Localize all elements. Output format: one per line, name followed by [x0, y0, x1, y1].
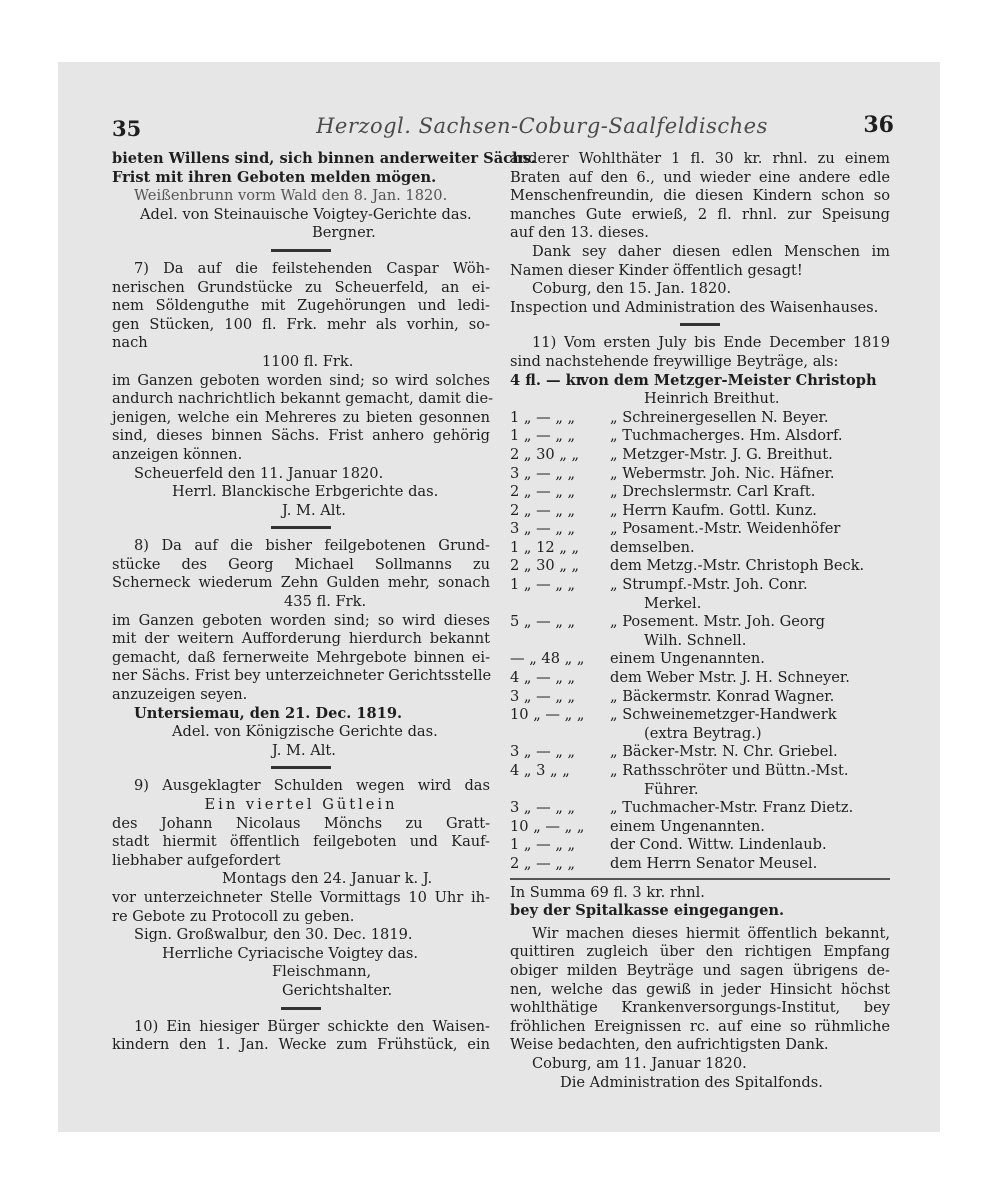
- donation-amount: 5 „ — „ „: [510, 613, 576, 631]
- text-line: auf den 13. dieses.: [510, 224, 649, 242]
- section-rule: [281, 1007, 321, 1010]
- auction-date: Montags den 24. Januar k. J.: [222, 870, 433, 888]
- donation-amount: 2 „ 30 „ „: [510, 445, 580, 463]
- donation-row: [510, 725, 890, 744]
- text-line: Wir machen dieses hiermit öffentlich bekannt,: [532, 924, 890, 942]
- donation-donor: „ Bäckermstr. Konrad Wagner.: [610, 687, 835, 705]
- place-date: Scheuerfeld den 11. Januar 1820.: [134, 464, 384, 482]
- donation-donor: Merkel.: [644, 594, 702, 612]
- donation-amount: — „ 48 „ „: [510, 650, 585, 668]
- sum-line: In Summa 69 fl. 3 kr. rhnl.: [510, 883, 705, 901]
- donation-donor: „ Posament.-Mstr. Weidenhöfer: [610, 520, 841, 538]
- text-line: sind nachstehende freywillige Beyträge, als:: [510, 352, 839, 370]
- court-name: Herrliche Cyriacische Voigtey das.: [162, 944, 418, 962]
- text-line: 10) Ein hiesiger Bürger schickte den Waisen-: [134, 1017, 490, 1035]
- notice-10: [112, 1018, 490, 1055]
- section-rule: [271, 249, 331, 252]
- donation-donor: „ Metzger-Mstr. J. G. Breithut.: [610, 445, 833, 463]
- signature-title: Gerichtshalter.: [282, 981, 393, 999]
- text-line: nen, welche das gewiß in jeder Hinsicht höchst: [510, 980, 890, 998]
- court-name: Adel. von Steinauische Voigtey-Gerichte das.: [140, 205, 472, 223]
- text-line: gen Stücken, 100 fl. Frk. mehr als vorhin, so-: [112, 315, 490, 333]
- text-line: stücke des Georg Michael Sollmanns zu: [112, 555, 490, 573]
- donation-row: [510, 539, 890, 558]
- donation-row: [510, 688, 890, 707]
- text-line: gemacht, daß fernerweite Mehrgebote binnen ei-: [112, 648, 490, 666]
- donation-row: [510, 465, 890, 484]
- text-line: fröhlichen Ereignissen rc. auf eine so rühmliche: [510, 1017, 890, 1035]
- place-date: Coburg, am 11. Januar 1820.: [532, 1054, 747, 1072]
- text-line: Menschenfreundin, die diesen Kindern schon so: [510, 187, 890, 205]
- text-line: Weise bedachten, den aufrichtigsten Dank.: [510, 1036, 829, 1054]
- donation-amount: 4 „ 3 „ „: [510, 762, 570, 779]
- sum-line: bey der Spitalkasse eingegangen.: [510, 902, 785, 920]
- text-line: mit der weitern Aufforderung hierdurch bekannt: [112, 630, 490, 648]
- donation-row: [510, 632, 890, 651]
- donation-donor: „ Herrn Kaufm. Gottl. Kunz.: [610, 501, 817, 519]
- donation-row: [510, 576, 890, 595]
- text-line: nach: [112, 334, 148, 352]
- text-line: re Gebote zu Protocoll zu geben.: [112, 907, 355, 925]
- donation-row: [510, 557, 890, 576]
- running-title: Herzogl. Sachsen-Coburg-Saalfeldisches: [316, 114, 768, 138]
- text-line: andurch nachrichtlich bekannt gemacht, damit die-: [112, 390, 494, 408]
- donation-donor: Wilh. Schnell.: [644, 631, 747, 649]
- donation-row: [510, 706, 890, 725]
- donation-donor: dem Herrn Senator Meusel.: [610, 854, 818, 872]
- text-line: 7) Da auf die feilstehenden Caspar Wöh-: [134, 259, 490, 277]
- donation-row: [510, 855, 890, 874]
- notice-11: [510, 334, 890, 1092]
- donation-amount: 3 „ — „ „: [510, 743, 576, 761]
- page-number-left: 35: [112, 116, 142, 141]
- donation-amount: 2 „ — „ „: [510, 854, 576, 872]
- place-date: Coburg, den 15. Jan. 1820.: [532, 280, 732, 298]
- left-column: [112, 150, 536, 1055]
- donation-donor: einem Ungenannten.: [610, 817, 765, 835]
- page-number-right: 36: [863, 112, 894, 138]
- donation-donor: „ Tuchmacher-Mstr. Franz Dietz.: [610, 799, 854, 817]
- donation-row: [510, 520, 890, 539]
- donation-row: [510, 483, 890, 502]
- text-line: kindern den 1. Jan. Wecke zum Frühstück, ein: [112, 1036, 490, 1054]
- signature: Inspection und Administration des Waisenhauses.: [510, 298, 879, 316]
- bid-amount: 1100 fl. Frk.: [262, 352, 354, 370]
- donation-donor: (extra Beytrag.): [644, 724, 762, 742]
- text-line: liebhaber aufgefordert: [112, 851, 281, 869]
- donation-amount: 4 fl. — kr.: [510, 371, 588, 389]
- donation-row: [510, 799, 890, 818]
- text-line: im Ganzen geboten worden sind; so wird dieses: [112, 611, 490, 629]
- donation-donor: „ Drechslermstr. Carl Kraft.: [610, 483, 816, 501]
- donation-amount: 1 „ 12 „ „: [510, 538, 580, 556]
- section-rule: [271, 526, 331, 529]
- donation-amount: 2 „ — „ „: [510, 483, 576, 501]
- text-line: 9) Ausgeklagter Schulden wegen wird das: [134, 777, 490, 795]
- text-line: manches Gute erwieß, 2 fl. rhnl. zur Speisung: [510, 205, 890, 223]
- text-line: im Ganzen geboten worden sind; so wird solches: [112, 371, 490, 389]
- text-line: Scherneck wiederum Zehn Gulden mehr, sonach: [112, 574, 490, 592]
- text-line: quittiren zugleich über den richtigen Empfang: [510, 943, 890, 961]
- notice-6-end: [112, 150, 536, 243]
- donation-row: [510, 781, 890, 800]
- donation-amount: 10 „ — „ „: [510, 706, 585, 724]
- donation-donor: Führer.: [644, 780, 699, 798]
- place-date: Sign. Großwalbur, den 30. Dec. 1819.: [134, 926, 413, 944]
- section-rule: [271, 766, 331, 769]
- right-column: [510, 150, 890, 1092]
- page-header: [112, 112, 894, 148]
- donation-row: [510, 390, 890, 409]
- text-line: anzuzeigen seyen.: [112, 686, 248, 704]
- donation-amount: 3 „ — „ „: [510, 520, 576, 538]
- donation-amount: 2 „ 30 „ „: [510, 557, 580, 575]
- text-line: nerischen Grundstücke zu Scheuerfeld, an ei-: [112, 278, 490, 296]
- notice-7: [112, 259, 494, 520]
- signature: Die Administration des Spitalfonds.: [560, 1073, 823, 1091]
- place-date: Untersiemau, den 21. Dec. 1819.: [134, 704, 403, 722]
- donation-donor: einem Ungenannten.: [610, 650, 765, 668]
- text-line: jenigen, welche ein Mehreres zu bieten gesonnen: [112, 408, 490, 426]
- donation-donor: „ Schreinergesellen N. Beyer.: [610, 408, 829, 426]
- text-line: anzeigen können.: [112, 445, 243, 463]
- donation-amount: 4 „ — „ „: [510, 669, 576, 687]
- notice-10-end: [510, 150, 890, 317]
- text-line: Braten auf den 6., und wieder eine andere edle: [510, 168, 890, 186]
- text-line: 8) Da auf die bisher feilgebotenen Grund-: [134, 537, 490, 555]
- signature: Fleischmann,: [272, 963, 372, 981]
- signature: Bergner.: [312, 224, 376, 242]
- court-name: Adel. von Königzische Gerichte das.: [172, 723, 438, 741]
- bid-amount: 435 fl. Frk.: [284, 593, 367, 611]
- text-line: des Johann Nicolaus Mönchs zu Gratt-: [112, 814, 490, 832]
- donation-amount: 1 „ — „ „: [510, 427, 576, 445]
- signature: J. M. Alt.: [272, 741, 336, 759]
- donation-donor: demselben.: [610, 538, 695, 556]
- text-line: stadt hiermit öffentlich feilgeboten und Kauf-: [112, 833, 490, 851]
- donation-donor: „ Posement. Mstr. Joh. Georg: [610, 613, 826, 631]
- notice-8: [112, 537, 490, 760]
- text-line: sind, dieses binnen Sächs. Frist anhero gehörig: [112, 427, 490, 445]
- donation-donor: „ Webermstr. Joh. Nic. Häfner.: [610, 464, 835, 482]
- donation-row: [510, 427, 890, 446]
- donation-amount: 1 „ — „ „: [510, 576, 576, 594]
- text-line: obiger milden Beyträge und sagen übrigens de-: [510, 961, 890, 979]
- donation-amount: 3 „ — „ „: [510, 799, 576, 817]
- text-line: Dank sey daher diesen edlen Menschen im: [532, 242, 890, 260]
- text-line: wohlthätige Krankenversorgungs-Institut, bey: [510, 999, 890, 1017]
- donation-donor: dem Weber Mstr. J. H. Schneyer.: [610, 669, 850, 687]
- sum-rule: [510, 878, 890, 880]
- donation-donor: „ Bäcker-Mstr. N. Chr. Griebel.: [610, 743, 838, 761]
- donation-amount: 10 „ — „ „: [510, 817, 585, 835]
- donation-row: [510, 762, 890, 781]
- section-rule: [680, 323, 720, 326]
- text-line: Namen dieser Kinder öffentlich gesagt!: [510, 261, 803, 279]
- text-line: vor unterzeichneter Stelle Vormittags 10 Uhr ih-: [112, 888, 490, 906]
- donation-donor: „ Tuchmacherges. Hm. Alsdorf.: [610, 427, 843, 445]
- donation-amount: 1 „ — „ „: [510, 408, 576, 426]
- text-line: anderer Wohlthäter 1 fl. 30 kr. rhnl. zu einem: [510, 150, 890, 167]
- court-name: Herrl. Blanckische Erbgerichte das.: [172, 483, 439, 501]
- donation-donor: „ Rathsschröter und Büttn.-Mst.: [610, 762, 849, 779]
- donation-row: [510, 409, 890, 428]
- donation-amount: 1 „ — „ „: [510, 836, 576, 854]
- donation-row: [510, 372, 890, 391]
- donation-amount: 2 „ — „ „: [510, 501, 576, 519]
- signature: J. M. Alt.: [282, 501, 346, 519]
- text-line: ner Sächs. Frist bey unterzeichneter Gerichtsstelle: [112, 667, 492, 685]
- text-line: nem Söldenguthe mit Zugehörungen und ledi-: [112, 297, 490, 315]
- place-date: Weißenbrunn vorm Wald den 8. Jan. 1820.: [134, 187, 448, 205]
- text-line: bieten Willens sind, sich binnen anderweiter Sächs.: [112, 150, 536, 167]
- donation-row: [510, 613, 890, 632]
- donation-amount: 3 „ — „ „: [510, 464, 576, 482]
- donation-row: [510, 595, 890, 614]
- donation-donor: von dem Metzger-Meister Christoph: [580, 371, 877, 389]
- donation-donor: Heinrich Breithut.: [644, 390, 780, 408]
- donation-row: [510, 502, 890, 521]
- donation-row: [510, 743, 890, 762]
- donation-donor: dem Metzg.-Mstr. Christoph Beck.: [610, 557, 865, 575]
- donation-amount: 3 „ — „ „: [510, 687, 576, 705]
- text-line: 11) Vom ersten July bis Ende December 1819: [532, 334, 890, 352]
- donation-list: [510, 372, 890, 874]
- donation-row: [510, 818, 890, 837]
- donation-row: [510, 669, 890, 688]
- property-title: Ein viertel Gütlein: [204, 796, 398, 813]
- donation-row: [510, 446, 890, 465]
- notice-9: [112, 777, 490, 1000]
- donation-donor: der Cond. Wittw. Lindenlaub.: [610, 836, 827, 854]
- donation-row: [510, 650, 890, 669]
- donation-donor: „ Schweinemetzger-Handwerk: [610, 706, 837, 724]
- donation-row: [510, 836, 890, 855]
- donation-donor: „ Strumpf.-Mstr. Joh. Conr.: [610, 576, 808, 594]
- text-line: Frist mit ihren Geboten melden mögen.: [112, 168, 437, 186]
